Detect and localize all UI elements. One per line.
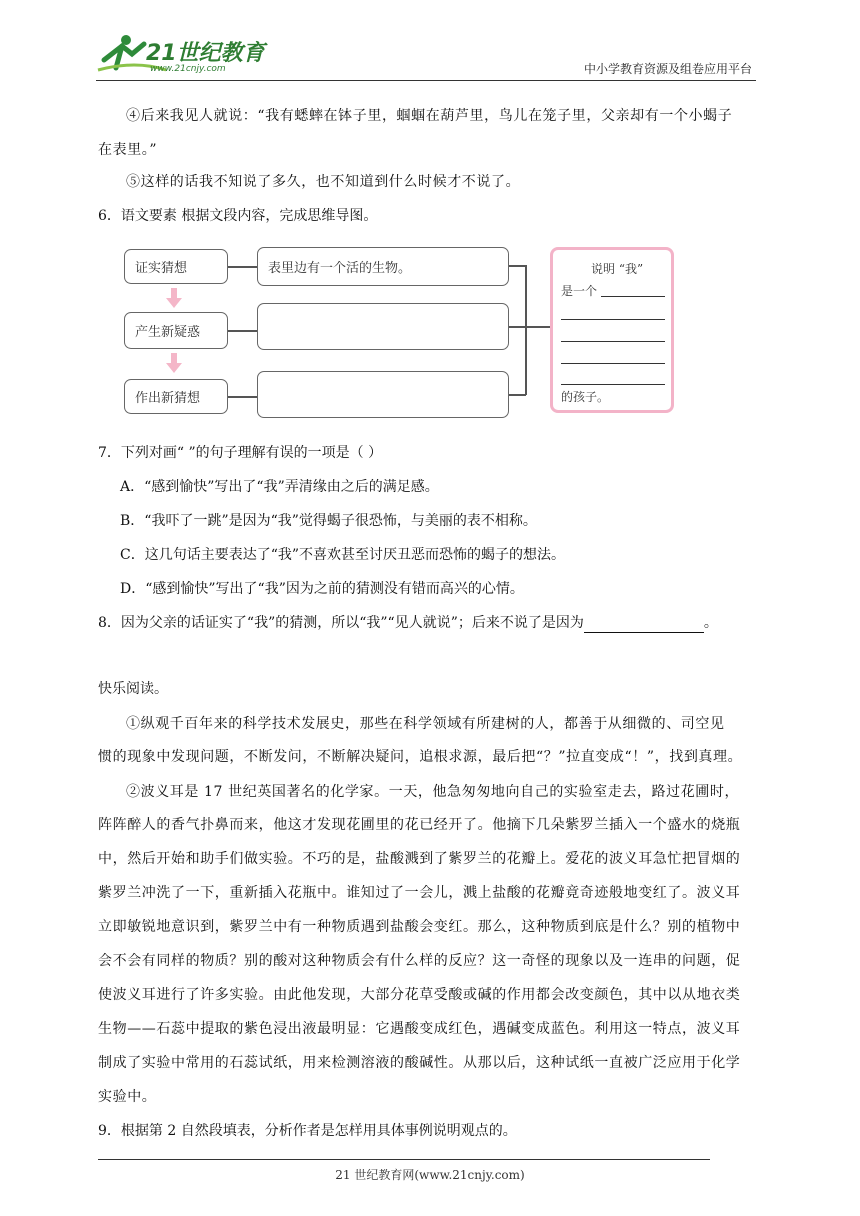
platform-name: 中小学教育资源及组卷应用平台	[583, 62, 752, 76]
question-8	[98, 613, 718, 633]
option-d[interactable]: D．“感到愉快”写出了“我”因为之前的猜测没有错而高兴的心情。	[120, 581, 524, 597]
option-b[interactable]: B．“我吓了一跳”是因为“我”觉得蝎子很恐怖，与美丽的表不相称。	[120, 513, 537, 529]
connector	[525, 265, 527, 395]
mind-map-answer-3[interactable]	[257, 371, 509, 418]
reading-title: 快乐阅读。	[98, 681, 168, 697]
reading-p2-line: 阵阵醉人的香气扑鼻而来，他这才发现花圃里的花已经开了。他摘下几朵紫罗兰插入一个盛水的烧瓶	[98, 817, 741, 833]
connector	[228, 330, 257, 332]
answer-blank[interactable]	[561, 384, 665, 385]
mind-map-answer-2[interactable]	[257, 303, 509, 350]
conclusion-prefix: 是一个	[561, 284, 598, 298]
logo-url: www.21cnjy.com	[150, 64, 226, 74]
mind-map-box-new-guess: 作出新猜想	[124, 379, 228, 414]
answer-blank[interactable]	[601, 296, 665, 297]
reading-p2-line: 制成了实验中常用的石蕊试纸，用来检测溶液的酸碱性。从那以后，这种试纸一直被广泛应用于化学	[98, 1055, 741, 1071]
reading-p2-line: 中，然后开始和助手们做实验。不巧的是，盐酸溅到了紫罗兰的花瓣上。爱花的波义耳急忙把冒烟的	[98, 851, 741, 867]
reading-p2-line: 会不会有同样的物质？别的酸对这种物质会有什么样的反应？这一奇怪的现象以及一连串的问题，促	[98, 953, 741, 969]
reading-p2-line: 使波义耳进行了许多实验。由此他发现，大部分花草受酸或碱的作用都会改变颜色，其中以从地衣类	[98, 987, 741, 1003]
mind-map-conclusion-box	[550, 247, 674, 413]
paragraph-5: ⑤这样的话我不知说了多久，也不知道到什么时候才不说了。	[126, 174, 521, 190]
connector	[509, 326, 550, 328]
footer-text: 21 世纪教育网(www.21cnjy.com)	[335, 1168, 525, 1182]
down-arrow-icon	[164, 353, 184, 375]
reading-p2-line: 紫罗兰冲洗了一下，重新插入花瓶中。谁知过了一会儿，溅上盐酸的花瓣竟奇迹般地变红了。波义耳	[98, 885, 741, 901]
connector	[509, 265, 526, 267]
connector	[228, 396, 257, 398]
footer-divider	[98, 1159, 710, 1160]
mind-map-box-new-doubt: 产生新疑惑	[124, 312, 228, 349]
question-6-stem: 6．语文要素 根据文段内容，完成思维导图。	[98, 208, 378, 224]
question-8-end: 。	[703, 615, 718, 631]
mind-map-box-verify: 证实猜想	[124, 249, 228, 284]
question-7-stem: 7．下列对画“ ”的句子理解有误的一项是（ ）	[98, 445, 383, 461]
answer-blank[interactable]	[584, 616, 704, 633]
question-8-stem: 8．因为父亲的话证实了“我”的猜测，所以“我”“见人就说”；后来不说了是因为	[98, 615, 584, 631]
paragraph-4-line-1: ④后来我见人就说：“我有蟋蟀在钵子里，蝈蝈在葫芦里，鸟儿在笼子里，父亲却有一个小蝎子	[126, 108, 733, 124]
answer-blank[interactable]	[561, 341, 665, 342]
option-a[interactable]: A．“感到愉快”写出了“我”弄清缘由之后的满足感。	[120, 479, 439, 495]
header-divider	[96, 80, 756, 81]
answer-blank[interactable]	[561, 363, 665, 364]
conclusion-title: 说明 “我”	[591, 262, 644, 276]
paragraph-4-line-2: 在表里。”	[98, 142, 158, 158]
connector	[228, 266, 257, 268]
logo-text: 21世纪教育	[146, 41, 265, 66]
conclusion-suffix: 的孩子。	[561, 390, 610, 404]
down-arrow-icon	[164, 288, 184, 310]
answer-blank[interactable]	[561, 319, 665, 320]
connector	[509, 394, 526, 396]
site-logo	[96, 30, 266, 78]
reading-p2-line: ②波义耳是 17 世纪英国著名的化学家。一天，他急匆匆地向自己的实验室走去，路过花圃时，	[126, 784, 740, 800]
reading-p2-line: 实验中。	[98, 1089, 157, 1105]
reading-p2-line: 生物——石蕊中提取的紫色浸出液最明显：它遇酸变成红色，遇碱变成蓝色。利用这一特点，波义耳	[98, 1021, 741, 1037]
question-9-stem: 9．根据第 2 自然段填表，分析作者是怎样用具体事例说明观点的。	[98, 1123, 517, 1139]
reading-p1-line: 惯的现象中发现问题，不断发问，不断解决疑问，追根求源，最后把“？”拉直变成“！”，找到真理。	[98, 749, 743, 765]
mind-map-answer-1: 表里边有一个活的生物。	[257, 247, 509, 286]
option-c[interactable]: C．这几句话主要表达了“我”不喜欢甚至讨厌丑恶而恐怖的蝎子的想法。	[120, 547, 566, 563]
reading-p2-line: 立即敏锐地意识到，紫罗兰中有一种物质遇到盐酸会变红。那么，这种物质到底是什么？别的植物中	[98, 919, 741, 935]
reading-p1-line: ①纵观千百年来的科学技术发展史，那些在科学领域有所建树的人，都善于从细微的、司空见	[126, 716, 725, 732]
